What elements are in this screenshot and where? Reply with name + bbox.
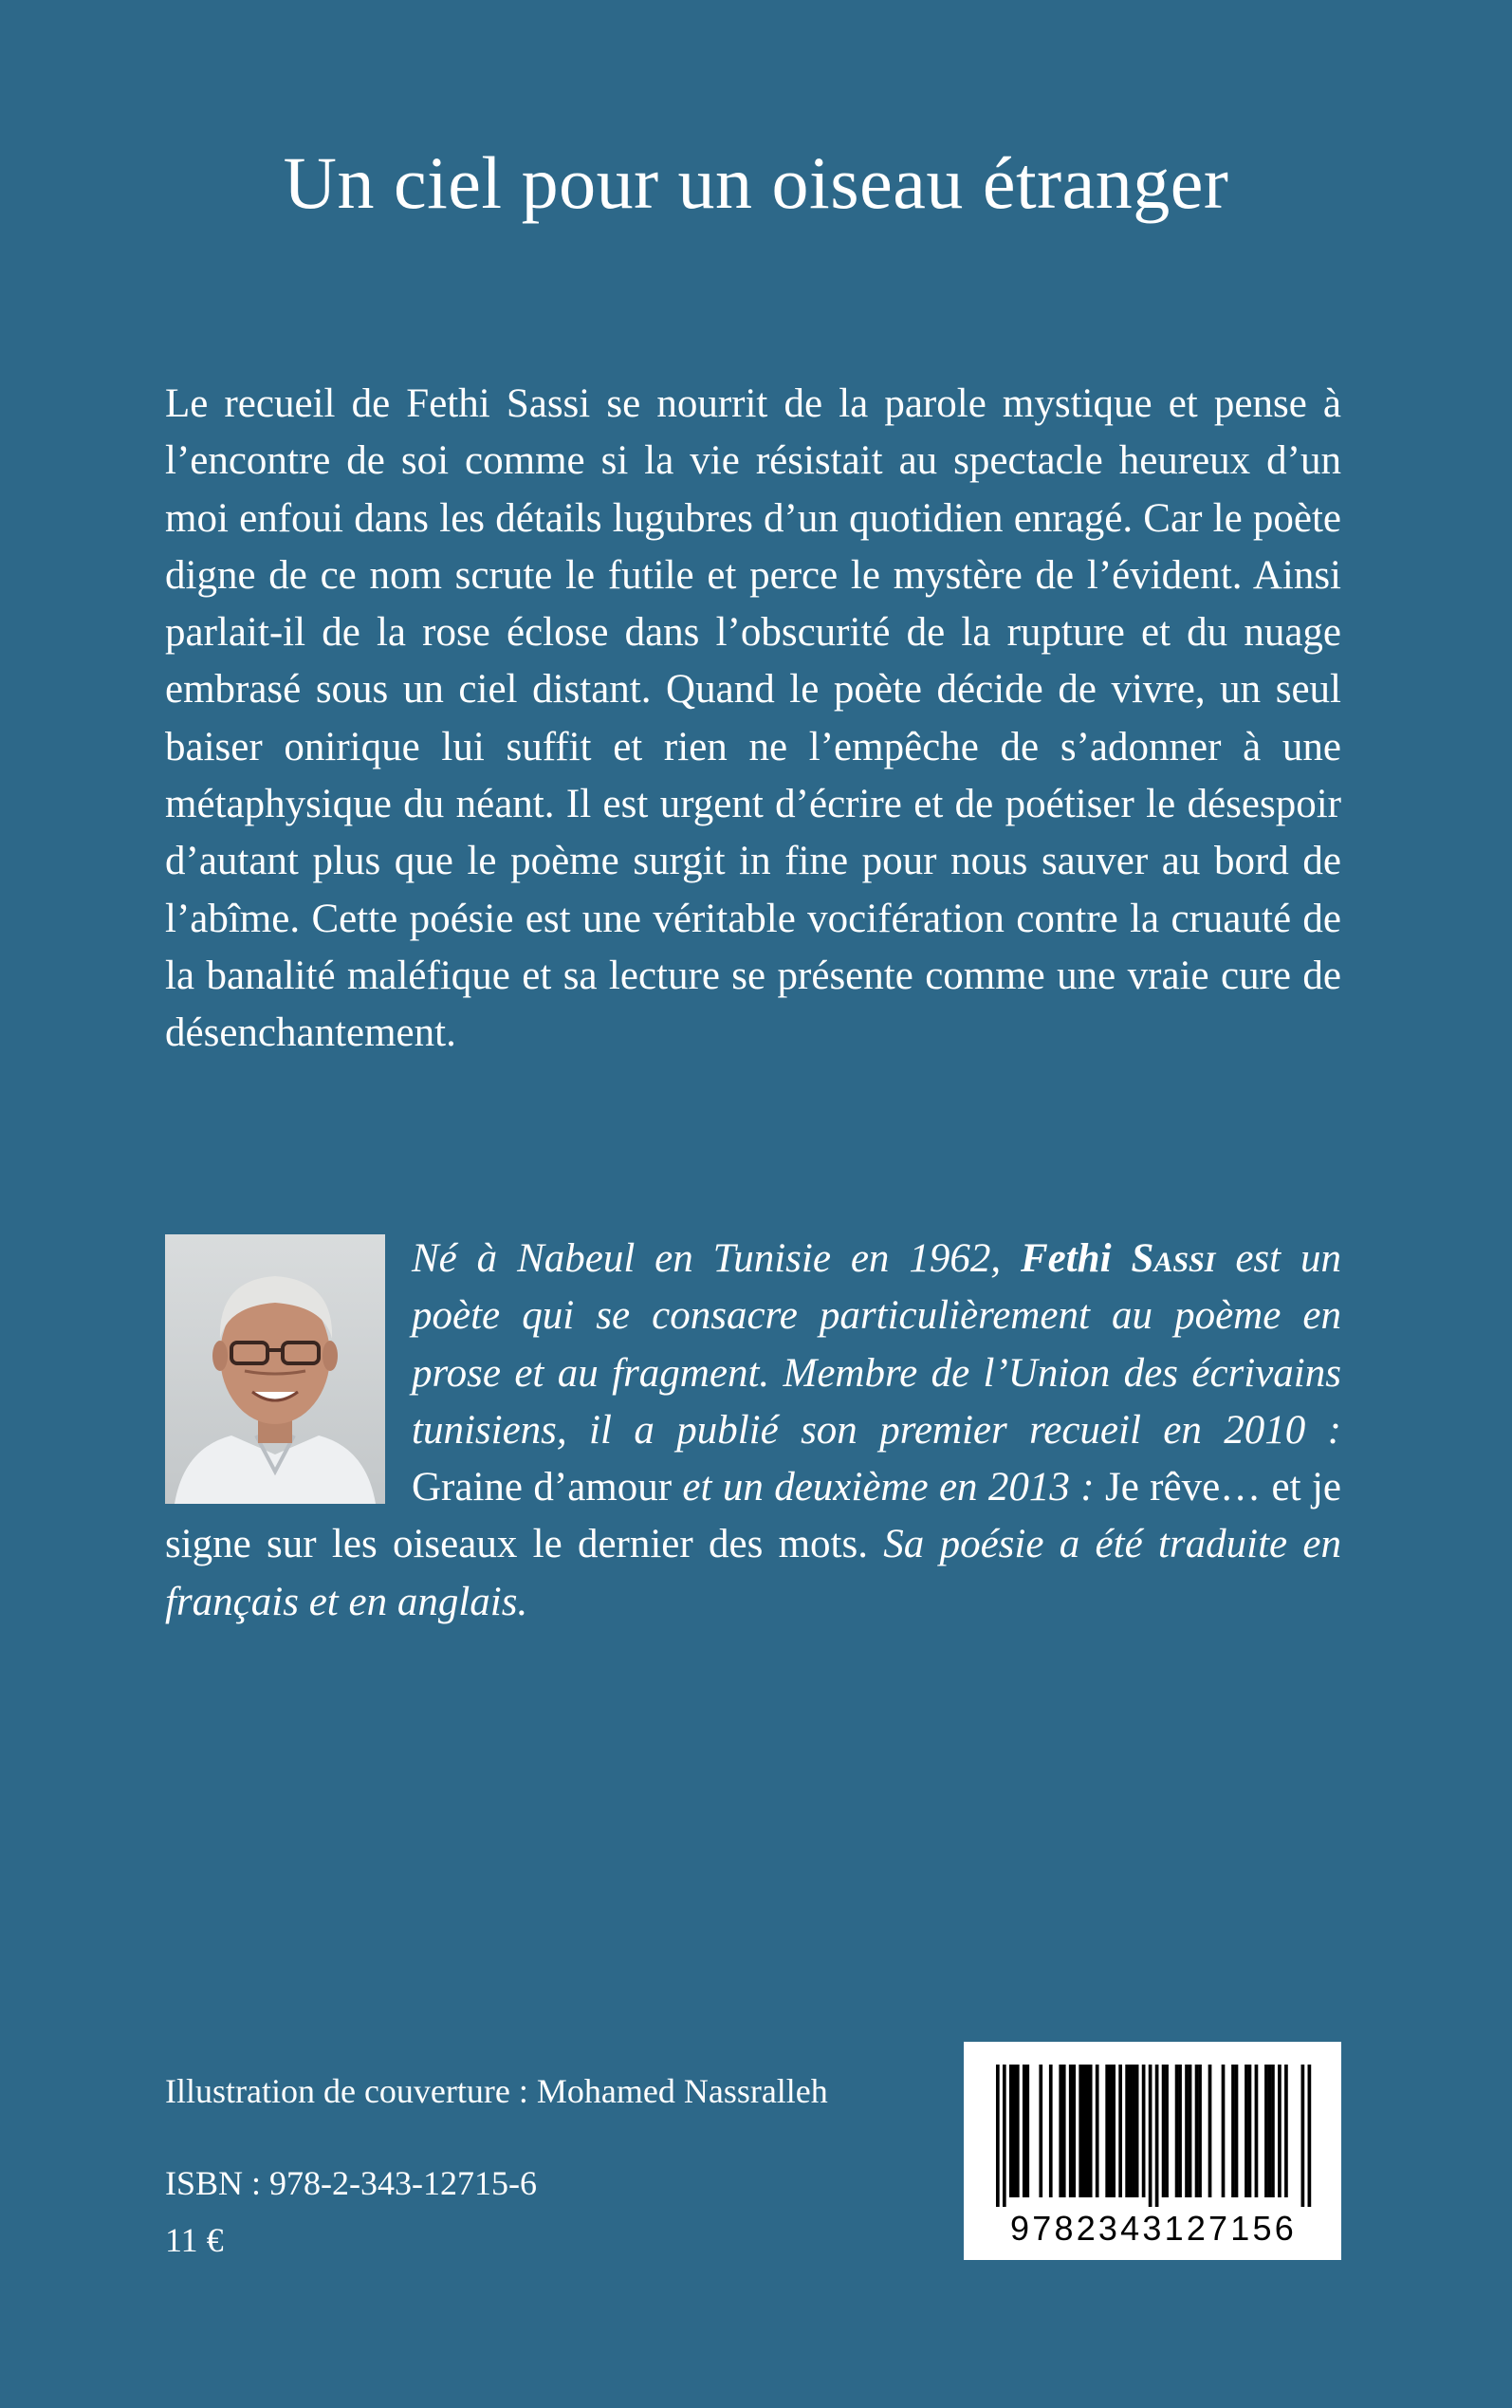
second-book-title: Je rêve… et je signe sur les oiseaux le dernier des mots. [165,1465,1341,1567]
barcode-bar [1198,2065,1202,2197]
barcode-bar [1189,2065,1192,2197]
barcode-bar [1195,2065,1199,2197]
isbn-number: ISBN : 978-2-343-12715-6 [165,2164,537,2202]
barcode-bar [1012,2065,1016,2197]
barcode-bar [1222,2065,1226,2197]
barcode-bar [1062,2065,1066,2197]
barcode-bar [1142,2065,1146,2197]
barcode-bar [1118,2065,1122,2197]
isbn-barcode [964,2042,1341,2260]
author-photo [165,1234,385,1504]
barcode-bar [1135,2065,1139,2197]
barcode-bar [1208,2065,1212,2197]
barcode-bars [983,2065,1324,2207]
bio-text-intro: Né à Nabeul en Tunisie en 1962, [412,1236,1021,1281]
author-first-name: Fethi [1020,1236,1132,1281]
barcode-bar [1089,2065,1093,2197]
first-book-title: Graine d’amour [412,1465,673,1510]
barcode-bar [1112,2065,1116,2197]
barcode-bar [1023,2065,1026,2197]
bio-text-translation: Sa poésie a été traduite en français et en anglais. [165,1522,1341,1624]
barcode-bar [1264,2065,1268,2197]
barcode-bar [1025,2065,1029,2197]
barcode-bar [1308,2065,1312,2207]
book-price: 11 € [165,2221,224,2259]
barcode-bar [1268,2065,1272,2197]
barcode-digits: 9782343127156 [1010,2209,1297,2248]
barcode-bar [1284,2065,1288,2197]
barcode-bar [1096,2065,1099,2197]
barcode-bar [1009,2065,1013,2197]
barcode-bar [1079,2065,1082,2197]
bio-text-second: et un deuxième en 2013 : [672,1465,1105,1510]
barcode-bar [1271,2065,1275,2197]
barcode-bar [1082,2065,1086,2197]
barcode-bar [1245,2065,1248,2197]
barcode-bar [1016,2065,1020,2197]
barcode-bar [1178,2065,1182,2197]
barcode-bar [1301,2065,1305,2207]
barcode-bar [1255,2065,1259,2197]
barcode-bar [1149,2065,1152,2207]
back-cover-blurb: Le recueil de Fethi Sassi se nourrit de la parole mystique et pense à l’encontre de soi comme si la vie résistait au spectacle heureux d’un moi enfoui dans les détails lugubres d’un quotidien enragé. Car le poète digne de ce nom scrute le futile et perce le mystère de l’évident. Ainsi parlait-il de la rose éclose dans l’obscurité de la rupture et du nuage embrasé sous un ciel distant. Quand le poète décide de vivre, un seul baiser onirique lui suffit et rien ne l’empêche de s’adonner à une métaphysique du néant. Il est urgent d’écrire et de poétiser le désespoir d’autant plus que le poème surgit in fine pour nous sauver au bord de l’abîme. Cette poésie est une véritable vocifération contre la cruauté de la banalité maléfique et sa lecture se présente comme une vraie cure de désenchantement. [165,381,1341,1056]
author-bio [165,1231,1341,1631]
barcode-bar [1129,2065,1133,2197]
barcode-bar [1003,2065,1006,2207]
barcode-bar [1049,2065,1053,2197]
barcode-bar [1231,2065,1235,2197]
barcode-bar [1085,2065,1089,2197]
author-last-name: Sassi [1131,1236,1216,1281]
barcode-bar [1165,2065,1169,2197]
barcode-bar [1072,2065,1076,2197]
barcode-bar [1175,2065,1179,2197]
barcode-bar [1109,2065,1113,2197]
barcode-bar [1278,2065,1282,2197]
barcode-bar [1248,2065,1252,2197]
barcode-bar [1059,2065,1062,2197]
barcode-bar [1235,2065,1239,2197]
barcode-bar [1039,2065,1042,2197]
barcode-bar [1162,2065,1166,2197]
bio-text-career: est un poète qui se consacre particulièrement au poème en prose et au fragment. Membre de l’Union des écrivains tunisiens, il a publié son premier recueil en 2010 : [412,1236,1341,1453]
barcode-bar [1069,2065,1073,2197]
barcode-bar [996,2065,1000,2207]
barcode-bar [1132,2065,1135,2197]
barcode-bar [1155,2065,1159,2207]
barcode-bar [1185,2065,1189,2197]
book-title: Un ciel pour un oiseau étranger [283,141,1229,224]
barcode-bar [1125,2065,1129,2197]
barcode-bar [1105,2065,1109,2197]
cover-illustration-credit: Illustration de couverture : Mohamed Nassralleh [165,2072,828,2110]
